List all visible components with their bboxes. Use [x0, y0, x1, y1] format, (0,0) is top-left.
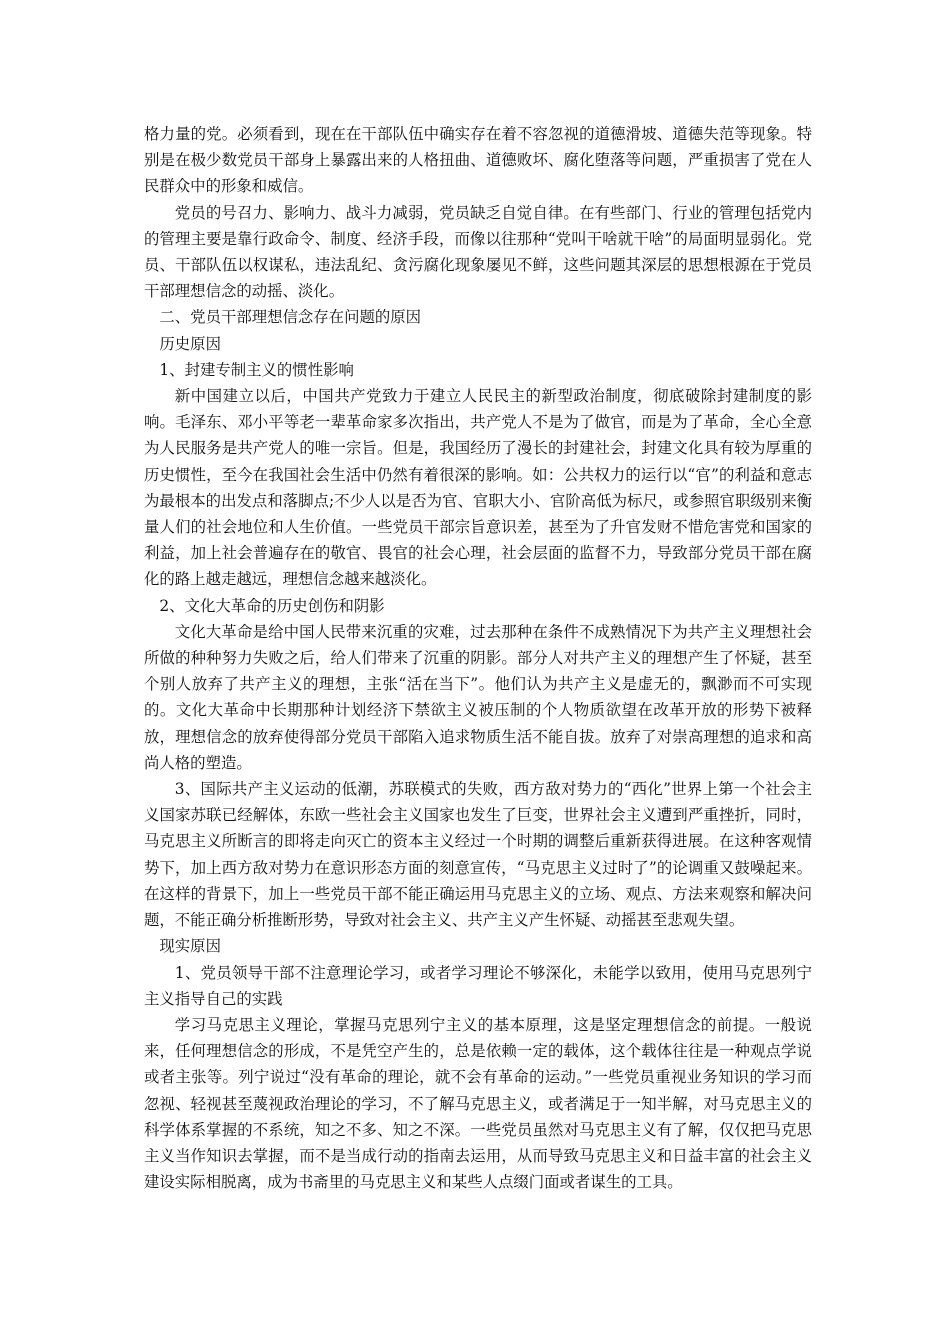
- paragraph-feudal-influence: 新中国建立以后，中国共产党致力于建立人民民主的新型政治制度，彻底破除封建制度的影响。毛泽东、邓小平等老一辈革命家多次指出，共产党人不是为了做官，而是为了革命，全心全意为人民服务是共产党人的唯一宗旨。但是，我国经历了漫长的封建社会，封建文化具有较为厚重的历史惯性，至今在我国社会生活中仍然有着很深的影响。如：公共权力的运行以“官”的利益和意志为最根本的出发点和落脚点;不少人以是否为官、官职大小、官阶高低为标尺，或参照官职级别来衡量人们的社会地位和人生价值。一些党员干部宗旨意识差，甚至为了升官发财不惜危害党和国家的利益，加上社会普遍存在的敬官、畏官的社会心理，社会层面的监督不力，导致部分党员干部在腐化的路上越走越远，理想信念越来越淡化。: [144, 387, 812, 589]
- paragraph-cultural-revolution: 文化大革命是给中国人民带来沉重的灾难，过去那种在条件不成熟情况下为共产主义理想社会所做的种种努力失败之后，给人们带来了沉重的阴影。部分人对共产主义的理想产生了怀疑，甚至个别人放弃了共产主义的理想，主张“活在当下”。他们认为共产主义是虚无的，飘渺而不可实现的。文化大革命中长期那种计划经济下禁欲主义被压制的个人物质欲望在改革开放的形势下被释放，理想信念的放弃使得部分党员干部陷入追求物质生活不能自拔。放弃了对崇高理想的追求和高尚人格的塑造。: [144, 622, 812, 772]
- subheading-current-causes: 现实原因: [159, 937, 221, 956]
- paragraph-theory-study: 学习马克思主义理论，掌握马克思列宁主义的基本原理，这是坚定理想信念的前提。一般说来，任何理想信念的形成，不是凭空产生的，总是依赖一定的载体，这个载体往往是一种观点学说或者主张等。列宁说过“没有革命的理论，就不会有革命的运动。”一些党员重视业务知识的学习而忽视、轻视甚至蔑视政治理论的学习，不了解马克思主义，或者满足于一知半解，对马克思主义的科学体系掌握的不系统，知之不多、知之不深。一些党员虽然对马克思主义有了解，仅仅把马克思主义当作知识去掌握，而不是当成行动的指南去运用，从而导致马克思主义和日益丰富的社会主义建设实际相脱离，成为书斋里的马克思主义和某些人点缀门面或者谋生的工具。: [144, 1015, 812, 1192]
- paragraph-continuation: 格力量的党。必须看到，现在在干部队伍中确实存在着不容忽视的道德滑坡、道德失范等现象。特别是在极少数党员干部身上暴露出来的人格扭曲、道德败坏、腐化堕落等问题，严重损害了党在人民群众中的形象和威信。: [144, 125, 812, 196]
- subheading-cultural-revolution: 2、文化大革命的历史创伤和阴影: [159, 596, 385, 615]
- paragraph-party-influence: 党员的号召力、影响力、战斗力减弱，党员缺乏自觉自律。在有些部门、行业的管理包括党内的管理主要是靠行政命令、制度、经济手段，而像以往那种“党叫干啥就干啥”的局面明显弱化。党员、干部队伍以权谋私，违法乱纪、贪污腐化现象屡见不鲜，这些问题其深层的思想根源在于党员干部理想信念的动摇、淡化。: [144, 203, 812, 301]
- paragraph-international-movement: 3、国际共产主义运动的低潮，苏联模式的失败，西方敌对势力的“西化”世界上第一个社会主义国家苏联已经解体，东欧一些社会主义国家也发生了巨变，世界社会主义遭到严重挫折，同时，马克思主义所断言的即将走向灭亡的资本主义经过一个时期的调整后重新获得进展。在这种客观情势下，加上西方敌对势力在意识形态方面的刻意宣传，“马克思主义过时了”的论调重又鼓噪起来。在这样的背景下，加上一些党员干部不能正确运用马克思主义的立场、观点、方法来观察和解决问题，不能正确分析推断形势，导致对社会主义、共产主义产生怀疑、动摇甚至悲观失望。: [144, 780, 812, 930]
- subheading-historical-causes: 历史原因: [159, 334, 221, 353]
- subheading-feudal-influence: 1、封建专制主义的惯性影响: [159, 360, 354, 379]
- document-body: [144, 121, 812, 1195]
- section-heading-causes: 二、党员干部理想信念存在问题的原因: [159, 308, 422, 327]
- subheading-theory-study: 1、党员领导干部不注意理论学习，或者学习理论不够深化，未能学以致用，使用马克思列宁主义指导自己的实践: [144, 963, 812, 1008]
